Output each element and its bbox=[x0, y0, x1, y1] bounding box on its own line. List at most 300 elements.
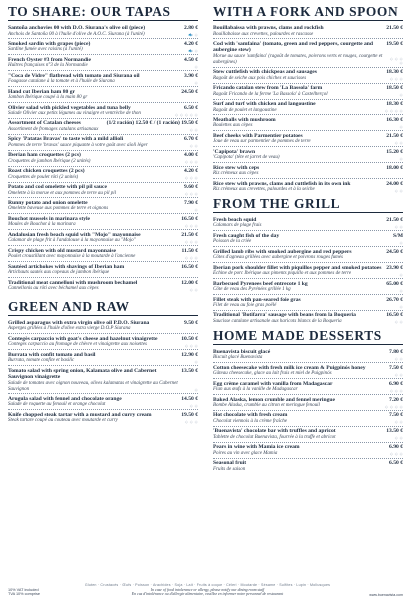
menu-item-bottom bbox=[213, 467, 403, 473]
dish-translation: Burrata, tomate confite et basilic bbox=[8, 358, 75, 364]
dish-price: 6.50 € bbox=[389, 460, 403, 467]
dish-translation: Tablette de chocolat Buenavista, fourrée à la truffe et abricot bbox=[213, 434, 336, 440]
dish-name: Stew cuttlefish with chickpeas and sausages bbox=[213, 69, 317, 76]
dish-price: 9.60 € bbox=[184, 184, 198, 191]
allergen-icons: ◇ ◇ bbox=[394, 187, 403, 193]
dish-price: 6.90 € bbox=[389, 444, 403, 451]
menu-item bbox=[8, 120, 198, 134]
menu-item bbox=[8, 396, 198, 410]
allergen-icons: ◇ bbox=[194, 358, 198, 364]
dish-name: Smoked sardin with grapes (piece) bbox=[8, 40, 91, 47]
menu-item bbox=[8, 136, 198, 150]
allergen-icons: 🐟 ◇ bbox=[187, 47, 198, 53]
dish-price: 23.90 € bbox=[386, 264, 403, 271]
dish-price: 19.50 € bbox=[386, 40, 403, 47]
menu-item-bottom bbox=[213, 271, 403, 277]
allergen-icons: ◇ ◇ ◇ ◇ ◇ bbox=[174, 111, 198, 117]
dish-name: Rice stew with ceps bbox=[213, 164, 260, 171]
menu-item-bottom bbox=[213, 32, 403, 38]
dish-name: Bouillabaissa with prawns, clams and rockfish bbox=[213, 25, 324, 31]
menu-item-bottom bbox=[8, 159, 198, 165]
allergen-icons: ◇ ◇ ◇ bbox=[184, 238, 198, 244]
dish-price: 6.70 € bbox=[184, 136, 198, 143]
dish-name: Bouchot mussels in marinara style bbox=[8, 215, 91, 222]
dish-name: Traditional 'Botifarra' sausage with beans from la Boqueria bbox=[213, 312, 356, 319]
menu-item-bottom bbox=[213, 419, 403, 425]
dish-name: Hand cut Iberian ham 80 gr bbox=[8, 88, 75, 95]
dish-price: 12.00 € bbox=[181, 279, 198, 286]
dish-translation: Bouillabaisse aux crevettes, palourdes et rascasse bbox=[213, 31, 314, 37]
menu-item bbox=[8, 368, 198, 395]
menu-item-bottom bbox=[8, 206, 198, 212]
dish-translation: Poires au vin avec glace Mamia bbox=[213, 450, 278, 456]
dish-name: Pears in wine with Mamia ice cream bbox=[213, 444, 300, 451]
dish-price: 9.50 € bbox=[184, 319, 198, 326]
dish-price: 7.20 € bbox=[389, 396, 403, 403]
menu-item-bottom bbox=[8, 342, 198, 348]
menu-item bbox=[213, 101, 403, 115]
dish-translation: Poisson de la criée bbox=[213, 239, 252, 245]
menu-item bbox=[213, 25, 403, 39]
dish-name: Sautéed artichokes with shavings of Iberian ham bbox=[8, 263, 125, 270]
menu-item bbox=[213, 69, 403, 83]
allergen-icons: ◇ bbox=[194, 79, 198, 85]
menu-item-bottom bbox=[213, 239, 403, 245]
menu-item bbox=[8, 152, 198, 166]
menu-item bbox=[213, 41, 403, 68]
dish-translation: Artichauts sautés aux copeaux de jambon ibérique bbox=[8, 270, 110, 276]
dish-name: Spicy 'Patatas Bravas' to taste with a mild allioli bbox=[8, 136, 124, 143]
menu-item-bottom bbox=[8, 402, 198, 408]
dish-translation: Anchois de Santoña 00 à l'huile d'olive de A.O.C. Siurana (à l'unité) bbox=[8, 31, 145, 37]
dish-price: 21.50 € bbox=[181, 231, 198, 238]
menu-item-bottom bbox=[213, 255, 403, 261]
dish-translation: Salade Olivier aux petits légumes au vinaigre et ventrèche de thon bbox=[8, 111, 141, 117]
allergen-icons: ◇ ◇ bbox=[394, 139, 403, 145]
menu-item-bottom bbox=[8, 381, 198, 393]
menu-item bbox=[8, 336, 198, 350]
dish-translation: Cannellonis au rôti avec béchamel aux cèpes bbox=[8, 286, 99, 291]
menu-item-bottom bbox=[213, 92, 403, 98]
allergen-icons: ◇ ◇ ◇ bbox=[184, 159, 198, 165]
dish-translation: Biscuit glacé Buenavista bbox=[213, 355, 263, 361]
menu-item-bottom bbox=[8, 358, 198, 364]
menu-item-bottom bbox=[213, 171, 403, 177]
menu-item bbox=[8, 200, 198, 214]
dish-translation: Salade de tomates avec oignon nouveau, olives kalamatas et vinaigrette au Cabernet Sauvignon bbox=[8, 380, 178, 392]
dish-translation: Riz crémeux aux crevettes, palourdes et à la seiche bbox=[213, 187, 315, 193]
allergen-icons: ◇ bbox=[399, 287, 403, 293]
dish-price: 21.50 € bbox=[386, 25, 403, 31]
menu-item bbox=[8, 25, 198, 39]
dish-translation: Joue de veau sur parmentier de pommes de terre bbox=[213, 139, 311, 145]
allergen-icons: ◇ bbox=[194, 63, 198, 69]
dish-name: Runny potato and onion omelette bbox=[8, 199, 88, 206]
dish-translation: Bombe Alaska, crumble au citron et meringue fenouil bbox=[213, 403, 320, 409]
allergen-icons: ◇ bbox=[194, 387, 198, 393]
dish-price: 12.90 € bbox=[181, 351, 198, 358]
dish-name: Grilled asparagus with extra virgin olive oil P.D.O. Siurana bbox=[8, 319, 150, 326]
vat-line-en: 10% VAT included bbox=[8, 587, 39, 592]
allergen-icons: ◇ ◇ bbox=[394, 435, 403, 441]
dish-translation: Croquettes de jambon Ibérique (2 unités) bbox=[8, 158, 91, 164]
dish-translation: Gâteau cheesecake, glace au lait frais et miel de Puigpinós bbox=[213, 371, 332, 377]
website-text: www.buenavista.com bbox=[369, 593, 403, 597]
dish-price: 6.50 € bbox=[184, 104, 198, 111]
allergen-icons: ◇ bbox=[399, 303, 403, 309]
dish-price: 4.50 € bbox=[184, 56, 198, 63]
menu-item-bottom bbox=[8, 111, 198, 117]
dish-price: 26.70 € bbox=[386, 296, 403, 303]
dish-translation: Côtes d'agneau grillées avec aubergine et poivrons rouges fumés bbox=[213, 255, 343, 261]
dish-translation: Jambon Ibérique coupé à la main 80 gr bbox=[8, 95, 88, 101]
desserts-list bbox=[213, 349, 403, 474]
menu-item bbox=[213, 349, 403, 363]
dish-name: Knife chopped steak tartar with a mustard and curry cream bbox=[8, 411, 152, 418]
dish-name: "Coca de Vidre" flatbread with tomato and Siurana oil bbox=[8, 72, 140, 79]
dish-price: 24.50 € bbox=[181, 88, 198, 95]
dish-translation: Chocolat viennois à la crème fraîche bbox=[213, 418, 288, 424]
dish-price: 18.00 € bbox=[386, 164, 403, 171]
dish-price: 24.00 € bbox=[386, 180, 403, 187]
menu-item bbox=[213, 85, 403, 99]
menu-item bbox=[8, 73, 198, 87]
fork-list bbox=[213, 25, 403, 194]
dish-translation: Asperges grillées à l'huile d'olive extra vierge D.O.P Siurana bbox=[8, 326, 131, 332]
dish-price: 16.50 € bbox=[386, 312, 403, 319]
dish-price: 4.20 € bbox=[184, 40, 198, 47]
dish-name: Cod with 'samfaina' (tomato, green and red peppers, courgette and aubergine stew) bbox=[213, 40, 373, 54]
dish-translation: Salade de roquette au fenouil et orange chocolat bbox=[8, 402, 106, 408]
menu-item-bottom bbox=[213, 76, 403, 82]
menu-item bbox=[8, 41, 198, 55]
dish-name: Santoña anchovies 00 with D.O. Siurana's olive oil (piece) bbox=[8, 25, 146, 31]
dish-name: Andalusian fresh beach squid with "Mojo" mayonnaise bbox=[8, 231, 141, 238]
menu-item bbox=[8, 248, 198, 262]
dish-name: Olivier salad with pickled vegetables and tuna belly bbox=[8, 104, 131, 111]
menu-item bbox=[213, 181, 403, 194]
allergen-icons: ◇ ◇ bbox=[394, 223, 403, 229]
dish-name: Seasonal fruit bbox=[213, 460, 247, 467]
menu-item-bottom bbox=[213, 403, 403, 409]
menu-item bbox=[213, 133, 403, 147]
dish-name: Assortment of Catalan cheeses bbox=[8, 120, 81, 127]
allergen-icons: ◇ ◇ ◇ bbox=[184, 254, 198, 260]
menu-item-bottom bbox=[8, 191, 198, 197]
dish-translation: Riz crémeux aux cèpes bbox=[213, 171, 259, 177]
allergen-icons: ◇ bbox=[399, 271, 403, 277]
dish-name: Fillet steak with pan-seared foie gras bbox=[213, 296, 301, 303]
menu-item-bottom bbox=[8, 95, 198, 101]
dish-name: Baked Alaska, lemon crumble and fennel meringue bbox=[213, 396, 335, 403]
menu-item-bottom bbox=[213, 187, 403, 193]
menu-item-bottom bbox=[8, 254, 198, 260]
menu-item bbox=[8, 216, 198, 230]
allergen-icons: ◇ ◇ bbox=[394, 319, 403, 325]
allergen-icons: ◇ ◇ bbox=[394, 355, 403, 361]
dish-translation: Morue au sauce 'samfaina' (ragoût de tomates, poivrons verts et rouges, courgette et aubergines) bbox=[213, 53, 383, 65]
dish-price: 11.50 € bbox=[181, 247, 198, 254]
dish-translation: Ragoût de poulet et langoustine bbox=[213, 107, 277, 113]
menu-item bbox=[8, 89, 198, 103]
dish-translation: Calamars de plage frais bbox=[213, 223, 262, 229]
dish-price: 21.50 € bbox=[386, 132, 403, 139]
allergen-icons: ◇ ◇ bbox=[394, 419, 403, 425]
dish-name: 'Capipota' brawn bbox=[213, 148, 256, 155]
menu-item-bottom bbox=[8, 286, 198, 292]
allergen-icons: ◇ bbox=[399, 92, 403, 98]
dish-name: Surf and turf with chicken and langoustine bbox=[213, 101, 316, 108]
dish-translation: Sardine fumée avec raisins (à l'unité) bbox=[8, 47, 83, 53]
menu-item-bottom bbox=[213, 319, 403, 325]
dish-name: Buenavista biscuit glacé bbox=[213, 348, 271, 355]
allergen-icons: ◇ bbox=[194, 206, 198, 212]
green-list bbox=[8, 320, 198, 425]
menu-item bbox=[213, 117, 403, 131]
dish-name: Burrata with confit tomato and basil bbox=[8, 351, 96, 358]
allergen-legend-list: Gluten · Crustacés · Œufs · Poisson · Arachides · Soja · Lait · Fruits à coque · Céleri · Moutarde · Sésame · Sulfites · Lupin · Mollusques bbox=[84, 583, 331, 588]
dish-name: Hot chocolate with fresh cream bbox=[213, 412, 288, 419]
dish-price: 21.50 € bbox=[386, 216, 403, 223]
menu-item-bottom bbox=[213, 303, 403, 309]
menu-item-bottom bbox=[8, 418, 198, 424]
menu-item bbox=[8, 320, 198, 334]
dish-name: Crispy chicken with old mustard mayonnaise bbox=[8, 247, 117, 254]
dish-translation: Saucisse catalane artisanale aux haricots blancs de la Boqueria bbox=[213, 318, 342, 324]
dish-name: Tomato salad with spring onion, Kalamata olive and Cabernet Sauvignon vinaigrette bbox=[8, 367, 157, 381]
allergy-note-en: In case of food intolerance or allergy, please notify our dining room staff bbox=[150, 587, 265, 592]
dish-price: 16.30 € bbox=[386, 116, 403, 123]
dish-name: Roast chicken croquettes (2 pcs) bbox=[8, 168, 85, 175]
dish-translation: Fougasse catalane à la tomate et à l'huile de Siurana bbox=[8, 79, 115, 85]
dish-price: 7.50 € bbox=[389, 364, 403, 371]
menu-item-bottom bbox=[213, 54, 403, 66]
menu-item-bottom bbox=[8, 326, 198, 332]
menu-item bbox=[8, 280, 198, 293]
allergen-icons: ◇ ◇ ◇ bbox=[389, 451, 403, 457]
menu-item-bottom bbox=[8, 47, 198, 53]
dish-name: Barbecued Pyrenees beef entrecote 1 kg bbox=[213, 280, 308, 287]
dish-name: Potato and cod omelette with pil pil sauce bbox=[8, 184, 107, 191]
dish-price: 2.80 € bbox=[184, 25, 198, 31]
tapas-section-title: TO SHARE: OUR TAPAS bbox=[8, 5, 198, 21]
grill-list bbox=[213, 217, 403, 326]
dish-price: 18.50 € bbox=[386, 85, 403, 92]
menu-item bbox=[213, 149, 403, 163]
dish-name: Fresh caught fish of the day bbox=[213, 232, 280, 239]
dish-name: French Oyster #3 from Normandie bbox=[8, 56, 91, 63]
dish-price: 7.50 € bbox=[389, 412, 403, 419]
vat-line-fr: TVA 10% comprise bbox=[8, 592, 41, 597]
menu-item bbox=[213, 297, 403, 311]
dish-price: 4.00 € bbox=[184, 152, 198, 159]
desserts-section-title: HOME MADE DESSERTS bbox=[213, 329, 403, 345]
dish-price: 16.50 € bbox=[181, 263, 198, 270]
allergen-icons: ◇ ◇ ◇ ◇ bbox=[384, 108, 403, 114]
dish-name: Grilled lamb ribs with smoked aubergine and red peppers bbox=[213, 248, 352, 255]
allergen-legend bbox=[56, 583, 359, 597]
dish-translation: Côte de veau des Pyrénées grillée 1 kg bbox=[213, 287, 291, 293]
fork-section-title: WITH A FORK AND SPOON bbox=[213, 5, 403, 21]
dish-price: 65.00 € bbox=[386, 280, 403, 287]
menu-item-bottom bbox=[8, 222, 198, 228]
dish-price: 24.50 € bbox=[386, 248, 403, 255]
menu-item-bottom bbox=[8, 127, 198, 133]
dish-translation: Contegès carpaccio au fromage de chèvre et vinaigrette aux noisettes bbox=[8, 342, 147, 348]
menu-item-bottom bbox=[213, 435, 403, 441]
allergen-icons: ◇ ◇ ◇ bbox=[184, 418, 198, 424]
dish-translation: Omelette à la morue et aux pommes de terre au pil pil bbox=[8, 190, 116, 196]
dish-price: 18.30 € bbox=[386, 69, 403, 76]
menu-item-row bbox=[8, 368, 198, 381]
dish-price: 13.50 € bbox=[181, 367, 198, 374]
menu-item bbox=[213, 428, 403, 442]
menu-item bbox=[213, 381, 403, 395]
dish-name: Cotton cheesecake with fresh milk ice cream & Puigpinós honey bbox=[213, 364, 366, 371]
dish-translation: Ragoût de seiche aux pois chiches et saucisses bbox=[213, 75, 307, 81]
menu-item bbox=[213, 165, 403, 179]
menu-item bbox=[213, 397, 403, 411]
dish-translation: Pommes de terre 'bravas' sauce piquante à votre goût avec aïoli léger bbox=[8, 142, 148, 148]
allergen-icons: ◇ bbox=[399, 155, 403, 161]
dish-price: 13.50 € bbox=[386, 428, 403, 435]
menu-item-bottom bbox=[8, 79, 198, 85]
menu-item-bottom bbox=[213, 123, 403, 129]
menu-item-bottom bbox=[8, 175, 198, 181]
menu-item bbox=[213, 233, 403, 247]
dish-name: Traditional meat cannelloni with mushroom bechamel bbox=[8, 279, 138, 286]
dish-translation: Croquettes de poulet rôti (2 unités) bbox=[8, 174, 79, 180]
allergen-icons: ◇ ◇ ◇ bbox=[389, 76, 403, 82]
dish-price: 19.50 € bbox=[181, 411, 198, 418]
menu-item-row bbox=[213, 41, 403, 54]
dish-translation: Moules de Bouchot à la marinara bbox=[8, 222, 76, 228]
dish-translation: Steak tartare coupé au couteau avec moutarde et curry bbox=[8, 418, 118, 424]
menu-item-bottom bbox=[213, 155, 403, 161]
dish-translation: Poulet croustillant avec mayonnaise à la moutarde à l'ancienne bbox=[8, 254, 136, 260]
menu-item bbox=[8, 264, 198, 278]
dish-translation: Fruits de saison bbox=[213, 466, 246, 472]
dish-price: 16.50 € bbox=[181, 215, 198, 222]
allergen-icons: ◇ ◇ ◇ ◇ bbox=[389, 55, 403, 66]
allergen-icons: ◇ ◇ ◇ bbox=[184, 342, 198, 348]
dish-price: 15.20 € bbox=[386, 148, 403, 155]
menu-item-bottom bbox=[213, 287, 403, 293]
allergen-icons: ◇ ◇ ◇ bbox=[389, 387, 403, 393]
dish-name: Fricando catalan stew from 'La Bassola' farm bbox=[213, 85, 323, 92]
dish-name: Meatballs with mushroom bbox=[213, 116, 276, 123]
dish-name: Egg crème caramel with vanilla from Madagascar bbox=[213, 380, 333, 387]
menu-item-bottom bbox=[8, 143, 198, 149]
dish-price: 10.50 € bbox=[181, 335, 198, 342]
dish-translation: Assortiment de fromages catalans artisanaux bbox=[8, 126, 99, 132]
dish-name: 'Buenavista' chocolate bar with truffles and apricot bbox=[213, 428, 336, 435]
dish-translation: Flan aux œufs à la vanille de Madagascar bbox=[213, 387, 298, 393]
dish-price: 7.80 € bbox=[389, 348, 403, 355]
menu-item-bottom bbox=[213, 108, 403, 114]
menu-item-bottom bbox=[8, 63, 198, 69]
dish-translation: Échine de porc Ibérique aux piments piquillo et aux pommes de terre bbox=[213, 271, 352, 277]
allergen-icons: ◇ ◇ bbox=[189, 143, 198, 149]
allergen-icons: ◇ ◇ ◇ bbox=[184, 222, 198, 228]
menu-item-bottom bbox=[213, 451, 403, 457]
right-column bbox=[213, 5, 403, 475]
green-section-title: GREEN AND RAW bbox=[8, 300, 198, 316]
dish-translation: Calamar de plage frit à l'andalouse à la mayonnaise au "Mojo" bbox=[8, 238, 136, 244]
menu-item bbox=[213, 365, 403, 379]
dish-price: 3.90 € bbox=[184, 72, 198, 79]
menu-item bbox=[213, 444, 403, 458]
vat-note bbox=[8, 588, 56, 597]
allergen-icons: ◇ bbox=[399, 239, 403, 245]
dish-price: 14.50 € bbox=[181, 395, 198, 402]
dish-translation: Omelette baveuse aux pommes de terre et oignons bbox=[8, 206, 109, 212]
menu-item bbox=[8, 168, 198, 182]
dish-name: Iberian pork shoulder fillet with piquillos pepper and smoked potatoes bbox=[213, 264, 382, 271]
menu-item-bottom bbox=[213, 371, 403, 377]
dish-price: (1/2 ración) 12.50 € / (1 ración) 19.50 € bbox=[106, 120, 198, 127]
menu-item bbox=[8, 57, 198, 71]
tapas-list bbox=[8, 25, 198, 293]
allergen-icons: ◇ ◇ bbox=[394, 371, 403, 377]
menu-item-bottom bbox=[213, 223, 403, 229]
menu-item bbox=[213, 412, 403, 426]
dish-price: 18.30 € bbox=[386, 101, 403, 108]
dish-price: 7.90 € bbox=[184, 199, 198, 206]
allergen-icons: ◇ ◇ bbox=[189, 402, 198, 408]
dish-name: Contegès carpaccio with goat's cheese and hazelnut vinaigrette bbox=[8, 335, 158, 342]
menu-item bbox=[213, 312, 403, 325]
allergen-icons: 🐟 ◇ bbox=[187, 32, 198, 37]
dish-price: 6.90 € bbox=[389, 380, 403, 387]
allergen-icons: ◇ ◇ bbox=[189, 127, 198, 133]
menu-item-bottom bbox=[8, 270, 198, 276]
menu-item-bottom bbox=[8, 32, 198, 38]
menu-item bbox=[213, 460, 403, 473]
menu-item-bottom bbox=[8, 238, 198, 244]
dish-translation: Ragoût Fricando de la ferme 'La Bassola' à Castellterçol bbox=[213, 91, 328, 97]
dish-translation: Filet de veau au foie gras poêlé bbox=[213, 303, 277, 308]
allergen-icons: ◇ ◇ ◇ ◇ bbox=[384, 403, 403, 409]
menu-item bbox=[8, 184, 198, 198]
dish-name: Beef cheeks with Parmentier potatoes bbox=[213, 132, 303, 139]
menu-item bbox=[8, 232, 198, 246]
left-column bbox=[8, 5, 198, 475]
dish-price: 4.20 € bbox=[184, 168, 198, 175]
allergen-icons: ◇ ◇ ◇ bbox=[184, 191, 198, 197]
allergen-icons: ◇ ◇ bbox=[189, 286, 198, 292]
dish-name: Rice stew with prawns, clams and cuttlefish in its own ink bbox=[213, 180, 351, 187]
menu-item bbox=[8, 352, 198, 366]
dish-translation: Boulettes aux cèpes bbox=[213, 123, 253, 129]
allergen-icons: ◇ bbox=[399, 123, 403, 129]
menu-item-bottom bbox=[213, 355, 403, 361]
menu-item bbox=[213, 249, 403, 263]
dish-translation: 'Capipota' (tête et jarret de veau) bbox=[213, 155, 280, 161]
menu-item bbox=[213, 265, 403, 279]
menu-item-bottom bbox=[213, 139, 403, 145]
menu-item bbox=[8, 105, 198, 119]
grill-section-title: FROM THE GRILL bbox=[213, 197, 403, 213]
dish-price: S/M bbox=[393, 232, 403, 239]
dish-translation: Huîtres françaises n°3 de la Normandie bbox=[8, 63, 88, 69]
dish-name: Fresh beach squid bbox=[213, 216, 257, 223]
allergy-note-fr: En cas d'intolérance ou d'allergie alimentaire, veuillez en informer notre personnel de restaurant bbox=[131, 592, 284, 597]
menu-item-bottom bbox=[213, 387, 403, 393]
menu-item bbox=[213, 217, 403, 231]
menu-item bbox=[213, 281, 403, 295]
dish-name: Arugula salad with fennel and chocolate orange bbox=[8, 395, 122, 402]
